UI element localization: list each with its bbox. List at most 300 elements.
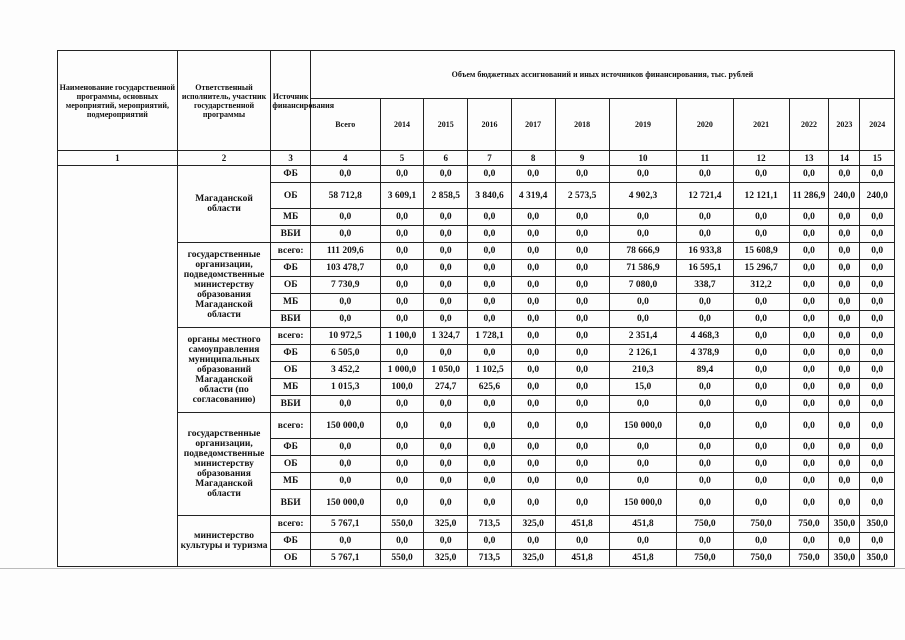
year-value-cell: 0,0 xyxy=(555,413,609,439)
year-value-cell: 0,0 xyxy=(424,439,468,456)
budget-financing-table xyxy=(57,50,895,567)
year-value-cell: 0,0 xyxy=(380,533,424,550)
year-value-cell: 0,0 xyxy=(789,243,829,260)
year-value-cell: 0,0 xyxy=(733,166,789,183)
year-value-cell: 0,0 xyxy=(829,277,860,294)
total-value-cell: 150 000,0 xyxy=(310,413,380,439)
year-value-cell: 451,8 xyxy=(609,550,677,567)
year-value-cell: 0,0 xyxy=(511,456,555,473)
funding-source-cell: всего: xyxy=(271,413,311,439)
year-value-cell: 0,0 xyxy=(511,311,555,328)
year-value-cell: 0,0 xyxy=(424,277,468,294)
year-value-cell: 2 126,1 xyxy=(609,345,677,362)
year-value-cell: 15 296,7 xyxy=(733,260,789,277)
year-value-cell: 0,0 xyxy=(609,226,677,243)
year-value-cell: 0,0 xyxy=(789,439,829,456)
year-value-cell: 0,0 xyxy=(860,396,895,413)
year-value-cell: 0,0 xyxy=(860,533,895,550)
year-value-cell: 0,0 xyxy=(424,345,468,362)
year-value-cell: 0,0 xyxy=(829,311,860,328)
funding-source-cell: ФБ xyxy=(271,260,311,277)
year-value-cell: 312,2 xyxy=(733,277,789,294)
year-value-cell: 0,0 xyxy=(733,379,789,396)
total-value-cell: 3 452,2 xyxy=(310,362,380,379)
year-value-cell: 0,0 xyxy=(555,490,609,516)
funding-source-cell: ОБ xyxy=(271,277,311,294)
year-value-cell: 1 050,0 xyxy=(424,362,468,379)
year-value-cell: 0,0 xyxy=(677,490,733,516)
header-executor: Ответственный исполнитель, участник государственной программы xyxy=(177,51,271,151)
funding-source-cell: ОБ xyxy=(271,362,311,379)
year-value-cell: 0,0 xyxy=(424,473,468,490)
year-value-cell: 0,0 xyxy=(609,294,677,311)
header-year-2014: 2014 xyxy=(380,99,424,151)
year-value-cell: 0,0 xyxy=(733,311,789,328)
total-value-cell: 0,0 xyxy=(310,533,380,550)
year-value-cell: 0,0 xyxy=(733,533,789,550)
total-value-cell: 0,0 xyxy=(310,209,380,226)
year-value-cell: 2 858,5 xyxy=(424,183,468,209)
year-value-cell: 0,0 xyxy=(424,413,468,439)
year-value-cell: 750,0 xyxy=(677,516,733,533)
column-number: 3 xyxy=(271,151,311,166)
year-value-cell: 0,0 xyxy=(860,439,895,456)
column-number: 5 xyxy=(380,151,424,166)
year-value-cell: 0,0 xyxy=(555,379,609,396)
table-row xyxy=(58,243,895,260)
year-value-cell: 0,0 xyxy=(789,473,829,490)
year-value-cell: 0,0 xyxy=(829,439,860,456)
funding-source-cell: ФБ xyxy=(271,439,311,456)
year-value-cell: 0,0 xyxy=(555,311,609,328)
year-value-cell: 0,0 xyxy=(468,533,512,550)
year-value-cell: 0,0 xyxy=(555,226,609,243)
total-value-cell: 58 712,8 xyxy=(310,183,380,209)
column-number: 15 xyxy=(860,151,895,166)
year-value-cell: 0,0 xyxy=(677,209,733,226)
year-value-cell: 0,0 xyxy=(733,439,789,456)
total-value-cell: 6 505,0 xyxy=(310,345,380,362)
header-year-2016: 2016 xyxy=(468,99,512,151)
year-value-cell: 350,0 xyxy=(829,550,860,567)
year-value-cell: 0,0 xyxy=(424,490,468,516)
column-number: 4 xyxy=(310,151,380,166)
year-value-cell: 0,0 xyxy=(468,311,512,328)
year-value-cell: 0,0 xyxy=(829,166,860,183)
year-value-cell: 0,0 xyxy=(829,379,860,396)
year-value-cell: 451,8 xyxy=(555,516,609,533)
year-value-cell: 0,0 xyxy=(511,260,555,277)
year-value-cell: 325,0 xyxy=(424,550,468,567)
year-value-cell: 0,0 xyxy=(511,413,555,439)
year-value-cell: 0,0 xyxy=(789,362,829,379)
header-year-2020: 2020 xyxy=(677,99,733,151)
year-value-cell: 0,0 xyxy=(468,456,512,473)
year-value-cell: 0,0 xyxy=(555,294,609,311)
funding-source-cell: ФБ xyxy=(271,345,311,362)
table-row xyxy=(58,413,895,439)
total-value-cell: 0,0 xyxy=(310,226,380,243)
year-value-cell: 0,0 xyxy=(468,209,512,226)
year-value-cell: 0,0 xyxy=(380,166,424,183)
year-value-cell: 0,0 xyxy=(511,439,555,456)
year-value-cell: 0,0 xyxy=(829,533,860,550)
year-value-cell: 2 573,5 xyxy=(555,183,609,209)
year-value-cell: 0,0 xyxy=(424,533,468,550)
executor-cell: государственные организации, подведомственные министерству образования Магаданской области xyxy=(177,413,271,516)
column-number: 6 xyxy=(424,151,468,166)
total-value-cell: 5 767,1 xyxy=(310,550,380,567)
year-value-cell: 0,0 xyxy=(424,311,468,328)
year-value-cell: 0,0 xyxy=(380,311,424,328)
year-value-cell: 0,0 xyxy=(789,413,829,439)
total-value-cell: 0,0 xyxy=(310,166,380,183)
year-value-cell: 0,0 xyxy=(609,456,677,473)
year-value-cell: 0,0 xyxy=(609,533,677,550)
year-value-cell: 0,0 xyxy=(609,209,677,226)
year-value-cell: 0,0 xyxy=(511,473,555,490)
total-value-cell: 0,0 xyxy=(310,396,380,413)
year-value-cell: 0,0 xyxy=(511,209,555,226)
year-value-cell: 0,0 xyxy=(829,413,860,439)
header-year-2022: 2022 xyxy=(789,99,829,151)
year-value-cell: 0,0 xyxy=(609,166,677,183)
year-value-cell: 0,0 xyxy=(789,260,829,277)
year-value-cell: 0,0 xyxy=(733,473,789,490)
year-value-cell: 1 000,0 xyxy=(380,362,424,379)
funding-source-cell: ОБ xyxy=(271,183,311,209)
year-value-cell: 210,3 xyxy=(609,362,677,379)
year-value-cell: 0,0 xyxy=(609,473,677,490)
year-value-cell: 240,0 xyxy=(860,183,895,209)
total-value-cell: 111 209,6 xyxy=(310,243,380,260)
year-value-cell: 0,0 xyxy=(511,362,555,379)
year-value-cell: 0,0 xyxy=(555,533,609,550)
year-value-cell: 274,7 xyxy=(424,379,468,396)
year-value-cell: 0,0 xyxy=(829,396,860,413)
total-value-cell: 5 767,1 xyxy=(310,516,380,533)
funding-source-cell: МБ xyxy=(271,294,311,311)
total-value-cell: 0,0 xyxy=(310,456,380,473)
year-value-cell: 0,0 xyxy=(829,243,860,260)
year-value-cell: 0,0 xyxy=(829,328,860,345)
total-value-cell: 1 015,3 xyxy=(310,379,380,396)
year-value-cell: 0,0 xyxy=(677,533,733,550)
year-value-cell: 0,0 xyxy=(380,473,424,490)
column-number: 1 xyxy=(58,151,178,166)
year-value-cell: 16 933,8 xyxy=(677,243,733,260)
year-value-cell: 0,0 xyxy=(789,294,829,311)
table-row xyxy=(58,166,895,183)
year-value-cell: 750,0 xyxy=(789,550,829,567)
header-total: Всего xyxy=(310,99,380,151)
year-value-cell: 0,0 xyxy=(511,396,555,413)
header-year-2023: 2023 xyxy=(829,99,860,151)
year-value-cell: 451,8 xyxy=(609,516,677,533)
year-value-cell: 0,0 xyxy=(555,396,609,413)
year-value-cell: 0,0 xyxy=(380,396,424,413)
year-value-cell: 12 121,1 xyxy=(733,183,789,209)
year-value-cell: 4 468,3 xyxy=(677,328,733,345)
year-value-cell: 0,0 xyxy=(860,294,895,311)
year-value-cell: 11 286,9 xyxy=(789,183,829,209)
year-value-cell: 0,0 xyxy=(677,166,733,183)
total-value-cell: 0,0 xyxy=(310,294,380,311)
year-value-cell: 0,0 xyxy=(555,209,609,226)
page-edge-line xyxy=(0,568,905,569)
year-value-cell: 0,0 xyxy=(677,396,733,413)
year-value-cell: 0,0 xyxy=(860,473,895,490)
year-value-cell: 0,0 xyxy=(860,328,895,345)
year-value-cell: 0,0 xyxy=(511,345,555,362)
year-value-cell: 0,0 xyxy=(555,456,609,473)
year-value-cell: 0,0 xyxy=(555,260,609,277)
funding-source-cell: ОБ xyxy=(271,456,311,473)
year-value-cell: 0,0 xyxy=(511,328,555,345)
year-value-cell: 0,0 xyxy=(789,328,829,345)
year-value-cell: 0,0 xyxy=(511,243,555,260)
year-value-cell: 0,0 xyxy=(380,345,424,362)
year-value-cell: 0,0 xyxy=(468,260,512,277)
year-value-cell: 0,0 xyxy=(860,345,895,362)
year-value-cell: 4 378,9 xyxy=(677,345,733,362)
header-year-2018: 2018 xyxy=(555,99,609,151)
year-value-cell: 325,0 xyxy=(511,550,555,567)
year-value-cell: 0,0 xyxy=(468,439,512,456)
year-value-cell: 0,0 xyxy=(789,209,829,226)
year-value-cell: 0,0 xyxy=(829,456,860,473)
year-value-cell: 0,0 xyxy=(468,396,512,413)
year-value-cell: 0,0 xyxy=(860,413,895,439)
year-value-cell: 451,8 xyxy=(555,550,609,567)
year-value-cell: 750,0 xyxy=(789,516,829,533)
table-row xyxy=(58,328,895,345)
column-number: 8 xyxy=(511,151,555,166)
year-value-cell: 0,0 xyxy=(511,379,555,396)
year-value-cell: 0,0 xyxy=(380,294,424,311)
year-value-cell: 0,0 xyxy=(860,362,895,379)
year-value-cell: 0,0 xyxy=(829,345,860,362)
column-number: 12 xyxy=(733,151,789,166)
year-value-cell: 0,0 xyxy=(380,439,424,456)
year-value-cell: 0,0 xyxy=(555,473,609,490)
year-value-cell: 0,0 xyxy=(468,345,512,362)
funding-source-cell: МБ xyxy=(271,379,311,396)
year-value-cell: 0,0 xyxy=(424,456,468,473)
year-value-cell: 0,0 xyxy=(380,456,424,473)
header-volume: Объем бюджетных ассигнований и иных источников финансирования, тыс. рублей xyxy=(310,51,894,99)
header-source: Источник финансирования xyxy=(271,51,311,151)
executor-cell: министерство культуры и туризма xyxy=(177,516,271,567)
funding-source-cell: всего: xyxy=(271,328,311,345)
executor-cell: Магаданской области xyxy=(177,166,271,243)
year-value-cell: 0,0 xyxy=(609,439,677,456)
year-value-cell: 0,0 xyxy=(733,413,789,439)
executor-cell: государственные организации, подведомственные министерству образования Магаданской области xyxy=(177,243,271,328)
year-value-cell: 325,0 xyxy=(424,516,468,533)
year-value-cell: 78 666,9 xyxy=(609,243,677,260)
year-value-cell: 0,0 xyxy=(380,277,424,294)
year-value-cell: 1 324,7 xyxy=(424,328,468,345)
year-value-cell: 15,0 xyxy=(609,379,677,396)
year-value-cell: 0,0 xyxy=(677,311,733,328)
column-number: 11 xyxy=(677,151,733,166)
year-value-cell: 0,0 xyxy=(789,311,829,328)
column-number: 2 xyxy=(177,151,271,166)
year-value-cell: 0,0 xyxy=(468,277,512,294)
year-value-cell: 0,0 xyxy=(677,294,733,311)
year-value-cell: 0,0 xyxy=(789,345,829,362)
year-value-cell: 0,0 xyxy=(733,226,789,243)
year-value-cell: 0,0 xyxy=(860,379,895,396)
year-value-cell: 0,0 xyxy=(860,226,895,243)
funding-source-cell: МБ xyxy=(271,473,311,490)
year-value-cell: 0,0 xyxy=(468,294,512,311)
year-value-cell: 0,0 xyxy=(424,396,468,413)
year-value-cell: 150 000,0 xyxy=(609,413,677,439)
year-value-cell: 0,0 xyxy=(555,439,609,456)
program-name-cell xyxy=(58,166,178,567)
year-value-cell: 550,0 xyxy=(380,516,424,533)
column-number: 9 xyxy=(555,151,609,166)
year-value-cell: 750,0 xyxy=(733,516,789,533)
year-value-cell: 0,0 xyxy=(609,311,677,328)
year-value-cell: 0,0 xyxy=(511,226,555,243)
year-value-cell: 625,6 xyxy=(468,379,512,396)
year-value-cell: 0,0 xyxy=(677,379,733,396)
year-value-cell: 0,0 xyxy=(829,490,860,516)
total-value-cell: 0,0 xyxy=(310,439,380,456)
year-value-cell: 0,0 xyxy=(860,490,895,516)
total-value-cell: 10 972,5 xyxy=(310,328,380,345)
year-value-cell: 100,0 xyxy=(380,379,424,396)
year-value-cell: 0,0 xyxy=(424,166,468,183)
year-value-cell: 325,0 xyxy=(511,516,555,533)
year-value-cell: 15 608,9 xyxy=(733,243,789,260)
year-value-cell: 16 595,1 xyxy=(677,260,733,277)
year-value-cell: 3 609,1 xyxy=(380,183,424,209)
year-value-cell: 0,0 xyxy=(677,456,733,473)
year-value-cell: 0,0 xyxy=(733,362,789,379)
year-value-cell: 0,0 xyxy=(677,439,733,456)
funding-source-cell: ФБ xyxy=(271,166,311,183)
year-value-cell: 0,0 xyxy=(829,209,860,226)
column-number: 13 xyxy=(789,151,829,166)
year-value-cell: 71 586,9 xyxy=(609,260,677,277)
year-value-cell: 0,0 xyxy=(789,396,829,413)
year-value-cell: 0,0 xyxy=(829,226,860,243)
year-value-cell: 0,0 xyxy=(468,473,512,490)
header-name: Наименование государственной программы, основных мероприятий, мероприятий, подмероприятий xyxy=(58,51,178,151)
year-value-cell: 0,0 xyxy=(829,294,860,311)
year-value-cell: 0,0 xyxy=(733,396,789,413)
total-value-cell: 103 478,7 xyxy=(310,260,380,277)
column-number: 10 xyxy=(609,151,677,166)
year-value-cell: 0,0 xyxy=(860,456,895,473)
year-value-cell: 0,0 xyxy=(555,328,609,345)
year-value-cell: 0,0 xyxy=(733,456,789,473)
year-value-cell: 0,0 xyxy=(733,328,789,345)
year-value-cell: 0,0 xyxy=(380,243,424,260)
year-value-cell: 0,0 xyxy=(860,209,895,226)
year-value-cell: 0,0 xyxy=(468,226,512,243)
year-value-cell: 350,0 xyxy=(860,516,895,533)
year-value-cell: 0,0 xyxy=(860,166,895,183)
total-value-cell: 150 000,0 xyxy=(310,490,380,516)
year-value-cell: 89,4 xyxy=(677,362,733,379)
year-value-cell: 0,0 xyxy=(380,209,424,226)
year-value-cell: 550,0 xyxy=(380,550,424,567)
year-value-cell: 713,5 xyxy=(468,516,512,533)
year-value-cell: 0,0 xyxy=(511,294,555,311)
year-value-cell: 0,0 xyxy=(789,379,829,396)
year-value-cell: 350,0 xyxy=(860,550,895,567)
year-value-cell: 0,0 xyxy=(860,243,895,260)
year-value-cell: 0,0 xyxy=(511,277,555,294)
year-value-cell: 150 000,0 xyxy=(609,490,677,516)
year-value-cell: 0,0 xyxy=(789,456,829,473)
year-value-cell: 0,0 xyxy=(468,166,512,183)
year-value-cell: 0,0 xyxy=(555,277,609,294)
year-value-cell: 240,0 xyxy=(829,183,860,209)
year-value-cell: 0,0 xyxy=(468,490,512,516)
funding-source-cell: ВБИ xyxy=(271,490,311,516)
year-value-cell: 0,0 xyxy=(860,260,895,277)
header-year-2024: 2024 xyxy=(860,99,895,151)
year-value-cell: 0,0 xyxy=(789,490,829,516)
year-value-cell: 0,0 xyxy=(677,413,733,439)
year-value-cell: 0,0 xyxy=(789,277,829,294)
column-number-row xyxy=(58,151,895,166)
year-value-cell: 0,0 xyxy=(789,533,829,550)
funding-source-cell: ОБ xyxy=(271,550,311,567)
year-value-cell: 0,0 xyxy=(829,260,860,277)
year-value-cell: 750,0 xyxy=(677,550,733,567)
total-value-cell: 7 730,9 xyxy=(310,277,380,294)
year-value-cell: 0,0 xyxy=(424,209,468,226)
funding-source-cell: ФБ xyxy=(271,533,311,550)
funding-source-cell: всего: xyxy=(271,243,311,260)
year-value-cell: 0,0 xyxy=(677,473,733,490)
year-value-cell: 1 102,5 xyxy=(468,362,512,379)
year-value-cell: 750,0 xyxy=(733,550,789,567)
funding-source-cell: ВБИ xyxy=(271,396,311,413)
year-value-cell: 12 721,4 xyxy=(677,183,733,209)
column-number: 14 xyxy=(829,151,860,166)
year-value-cell: 0,0 xyxy=(468,413,512,439)
year-value-cell: 0,0 xyxy=(733,490,789,516)
year-value-cell: 0,0 xyxy=(829,473,860,490)
year-value-cell: 0,0 xyxy=(789,166,829,183)
year-value-cell: 0,0 xyxy=(424,243,468,260)
year-value-cell: 0,0 xyxy=(555,243,609,260)
year-value-cell: 0,0 xyxy=(511,166,555,183)
year-value-cell: 2 351,4 xyxy=(609,328,677,345)
funding-source-cell: всего: xyxy=(271,516,311,533)
year-value-cell: 0,0 xyxy=(511,490,555,516)
year-value-cell: 0,0 xyxy=(860,311,895,328)
year-value-cell: 713,5 xyxy=(468,550,512,567)
year-value-cell: 0,0 xyxy=(555,362,609,379)
year-value-cell: 0,0 xyxy=(424,226,468,243)
year-value-cell: 0,0 xyxy=(424,294,468,311)
header-year-2017: 2017 xyxy=(511,99,555,151)
header-year-2019: 2019 xyxy=(609,99,677,151)
year-value-cell: 350,0 xyxy=(829,516,860,533)
year-value-cell: 0,0 xyxy=(380,260,424,277)
year-value-cell: 1 100,0 xyxy=(380,328,424,345)
year-value-cell: 4 319,4 xyxy=(511,183,555,209)
